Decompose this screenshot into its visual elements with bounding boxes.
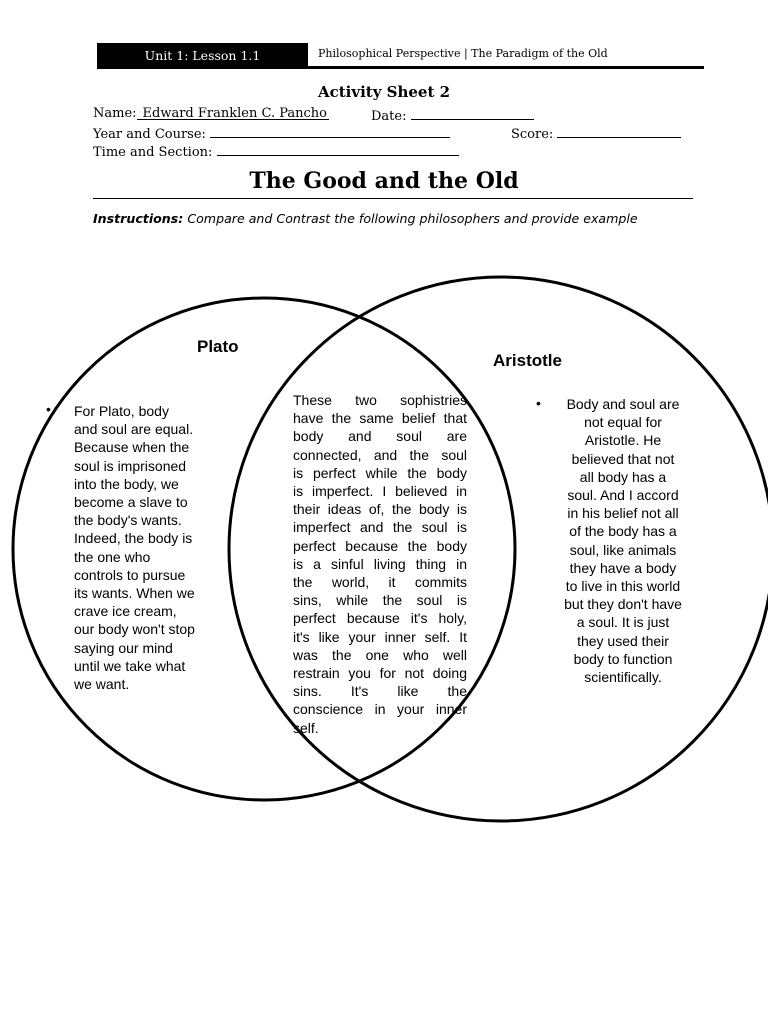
overlap-text-line: restrain you for not doing	[293, 665, 467, 682]
aristotle-text-line: they used their	[577, 632, 669, 649]
overlap-text-line: These two sophistries	[293, 392, 467, 408]
overlap-text-line: perfect because it's holy,	[293, 610, 467, 627]
aristotle-text-line: soul, like animals	[569, 541, 677, 558]
plato-text-line: become a slave to	[74, 494, 188, 511]
plato-text-line: we want.	[74, 676, 130, 693]
aristotle-text-line: not equal for	[584, 414, 662, 431]
overlap-text-line: is imperfect. I believed in	[293, 483, 467, 500]
overlap-text	[293, 391, 467, 737]
overlap-text-line: connected, and the soul	[293, 446, 467, 463]
aristotle-label: Aristotle	[493, 351, 562, 370]
plato-text-line: and soul are equal.	[74, 421, 194, 438]
time-section-label: Time and Section:	[93, 145, 213, 160]
plato-text-line: the one who	[74, 548, 151, 565]
aristotle-text-line: all body has a	[579, 468, 667, 485]
overlap-text-line: perfect because the body	[293, 537, 467, 554]
aristotle-text-line: scientifically.	[584, 669, 662, 686]
instructions-label: Instructions:	[93, 211, 184, 226]
plato-text-line: Indeed, the body is	[74, 530, 193, 547]
plato-text-line: controls to pursue	[74, 566, 186, 583]
overlap-text-line: body and soul are	[293, 428, 467, 445]
aristotle-text-line: body to function	[573, 650, 673, 667]
overlap-text-line: was the one who well	[293, 646, 467, 663]
name-value: Edward Franklen C. Pancho	[137, 106, 329, 120]
plato-text-line: saying our mind	[74, 639, 173, 656]
date-label: Date:	[371, 109, 407, 124]
aristotle-text-line: Aristotle. He	[584, 432, 662, 449]
year-course-label: Year and Course:	[93, 127, 206, 142]
plato-text-line: our body won't stop	[74, 621, 195, 638]
plato-text-line: For Plato, body	[74, 403, 169, 419]
plato-text-line: until we take what	[74, 657, 186, 674]
overlap-text-line: self.	[293, 719, 319, 736]
overlap-text-line: conscience in your inner	[293, 701, 467, 718]
unit-label: Unit 1: Lesson 1.1	[144, 48, 261, 63]
overlap-text-line: have the same belief that	[293, 410, 467, 427]
plato-bullet: •	[46, 401, 51, 417]
course-title: Philosophical Perspective | The Paradigm of the Old	[318, 47, 608, 60]
overlap-text-line: their ideas of, the body is	[293, 501, 467, 518]
overlap-text-line: it's like your inner self. It	[293, 628, 467, 645]
overlap-text-line: sins. It's like the	[293, 683, 467, 700]
activity-title: Activity Sheet 2	[317, 83, 451, 101]
aristotle-text-line: they have a body	[569, 559, 677, 576]
name-label: Name:	[93, 106, 137, 121]
overlap-text-line: sins, while the soul is	[293, 592, 467, 609]
plato-text-line: into the body, we	[74, 475, 179, 492]
aristotle-text-line: believed that not	[571, 450, 675, 467]
plato-text-line: crave ice cream,	[74, 603, 177, 620]
aristotle-text-line: of the body has a	[569, 523, 677, 540]
overlap-text-line: is perfect while the body	[293, 464, 467, 481]
overlap-text-line: imperfect and the soul is	[293, 519, 467, 536]
plato-text-line: the body's wants.	[74, 512, 182, 529]
plato-text	[74, 402, 220, 693]
main-title: The Good and the Old	[249, 168, 519, 194]
plato-text-line: soul is imprisoned	[74, 457, 187, 474]
instructions-text: Compare and Contrast the following philosophers and provide example	[187, 211, 638, 226]
aristotle-text-line: to live in this world	[565, 578, 681, 595]
overlap-text-line: the world, it commits	[293, 574, 467, 591]
aristotle-text	[554, 395, 692, 686]
plato-text-line: its wants. When we	[74, 585, 195, 602]
aristotle-text-line: soul. And I accord	[567, 487, 679, 504]
overlap-text-line: is a sinful living thing in	[293, 555, 467, 572]
plato-label: Plato	[197, 337, 239, 356]
aristotle-bullet: •	[536, 395, 541, 411]
aristotle-text-line: Body and soul are	[566, 396, 680, 412]
plato-text-line: Because when the	[74, 439, 190, 456]
score-label: Score:	[511, 127, 554, 142]
aristotle-text-line: in his belief not all	[567, 505, 679, 522]
aristotle-text-line: but they don't have	[564, 596, 682, 613]
aristotle-text-line: a soul. It is just	[576, 614, 670, 631]
